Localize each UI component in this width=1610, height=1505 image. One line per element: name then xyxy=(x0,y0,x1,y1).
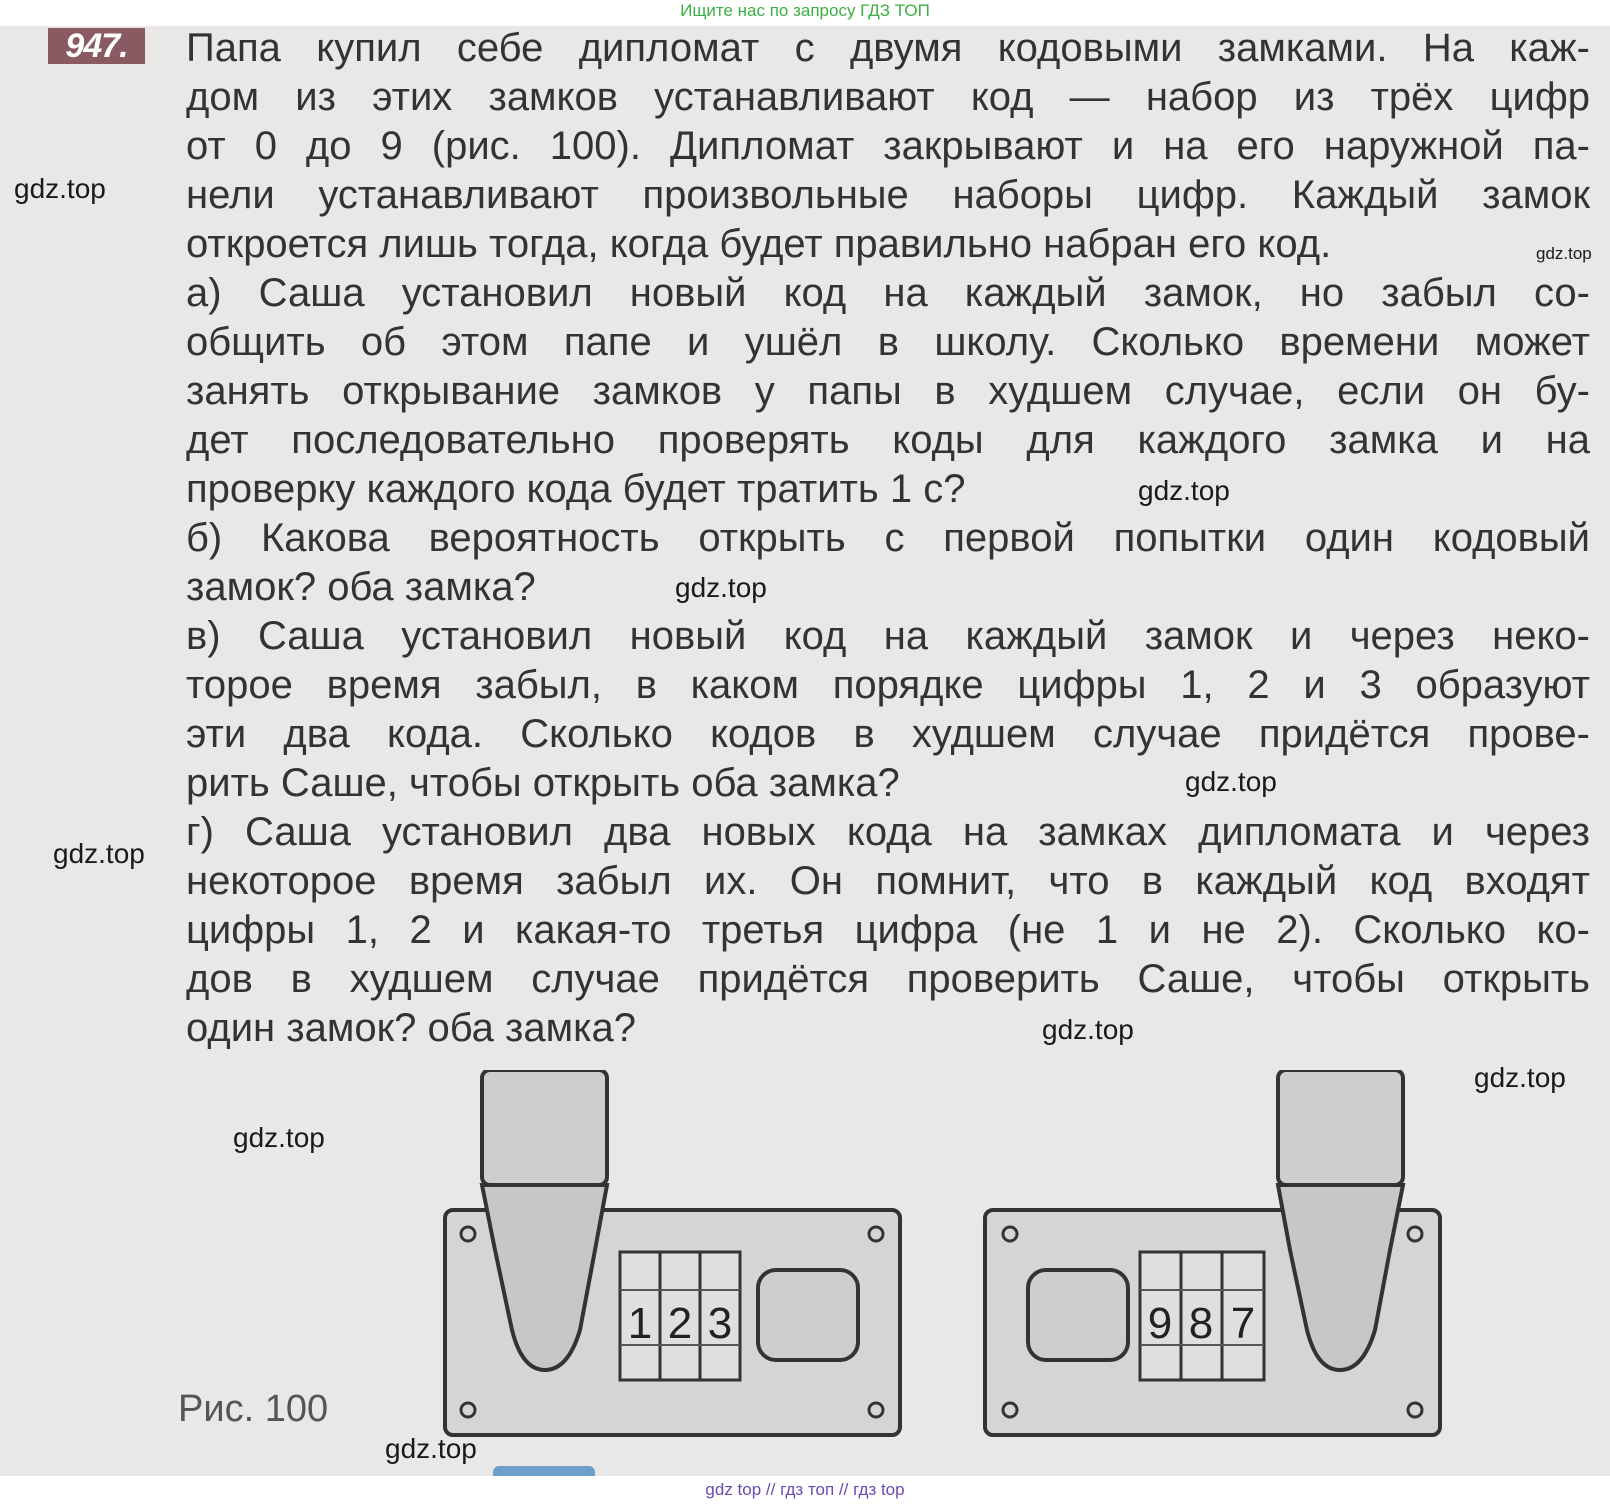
right-lock xyxy=(985,1070,1440,1435)
watermark: gdz.top xyxy=(1474,1062,1566,1093)
text-line: дет последовательно проверять коды для каждого замка и на xyxy=(186,418,1590,462)
text-line: г) Саша установил два новых кода на замках дипломата и через xyxy=(186,810,1590,854)
watermark: gdz.top xyxy=(233,1122,325,1153)
text-line: проверку каждого кода будет тратить 1 с? xyxy=(186,467,966,511)
briefcase-locks-figure xyxy=(440,1070,1490,1450)
watermark: gdz.top xyxy=(14,173,106,204)
left-digit-1: 1 xyxy=(627,1299,653,1348)
figure-caption: Рис. 100 xyxy=(178,1388,329,1430)
left-digit-2: 2 xyxy=(667,1299,693,1348)
text-line: откроется лишь тогда, когда будет правильно набран его код. xyxy=(186,222,1332,266)
watermark: gdz.top xyxy=(1536,244,1592,263)
problem-number: 947. xyxy=(48,28,145,64)
bottom-banner[interactable]: gdz top // гдз топ // гдз top xyxy=(0,1476,1610,1505)
text-line: нели устанавливают произвольные наборы цифр. Каждый замок xyxy=(186,173,1590,217)
left-lock xyxy=(445,1070,900,1435)
text-line: общить об этом папе и ушёл в школу. Сколько времени может xyxy=(186,320,1590,364)
text-line: эти два кода. Сколько кодов в худшем случае придётся прове- xyxy=(186,712,1590,756)
text-line: торое время забыл, в каком порядке цифры 1, 2 и 3 образуют xyxy=(186,663,1590,707)
right-digit-2: 8 xyxy=(1188,1299,1214,1348)
watermark: gdz.top xyxy=(1138,475,1230,506)
problem-text xyxy=(186,24,1590,1053)
text-line: а) Саша установил новый код на каждый замок, но забыл со- xyxy=(186,271,1590,315)
text-line: один замок? оба замка? xyxy=(186,1006,636,1050)
watermark: gdz.top xyxy=(53,838,145,869)
text-line: б) Какова вероятность открыть с первой попытки один кодовый xyxy=(186,516,1590,560)
text-line: дом из этих замков устанавливают код — набор из трёх цифр xyxy=(186,75,1590,119)
text-line: в) Саша установил новый код на каждый замок и через неко- xyxy=(186,614,1590,658)
text-line: Папа купил себе дипломат с двумя кодовыми замками. На каж- xyxy=(186,26,1590,70)
watermark: gdz.top xyxy=(1042,1014,1134,1045)
text-line: от 0 до 9 (рис. 100). Дипломат закрывают и на его наружной па- xyxy=(186,124,1590,168)
text-line: занять открывание замков у папы в худшем случае, если он бу- xyxy=(186,369,1590,413)
left-digit-3: 3 xyxy=(707,1299,733,1348)
right-digit-3: 7 xyxy=(1230,1299,1256,1348)
text-line: замок? оба замка? xyxy=(186,565,536,609)
text-line: некоторое время забыл их. Он помнит, что в каждый код входят xyxy=(186,859,1590,903)
text-line: рить Саше, чтобы открыть оба замка? xyxy=(186,761,900,805)
right-digit-1: 9 xyxy=(1147,1299,1173,1348)
watermark: gdz.top xyxy=(385,1433,477,1464)
text-line: дов в худшем случае придётся проверить Саше, чтобы открыть xyxy=(186,957,1590,1001)
text-line: цифры 1, 2 и какая-то третья цифра (не 1 и не 2). Сколько ко- xyxy=(186,908,1590,952)
watermark: gdz.top xyxy=(675,572,767,603)
watermark: gdz.top xyxy=(1185,766,1277,797)
top-banner[interactable]: Ищите нас по запросу ГДЗ ТОП xyxy=(0,0,1610,26)
